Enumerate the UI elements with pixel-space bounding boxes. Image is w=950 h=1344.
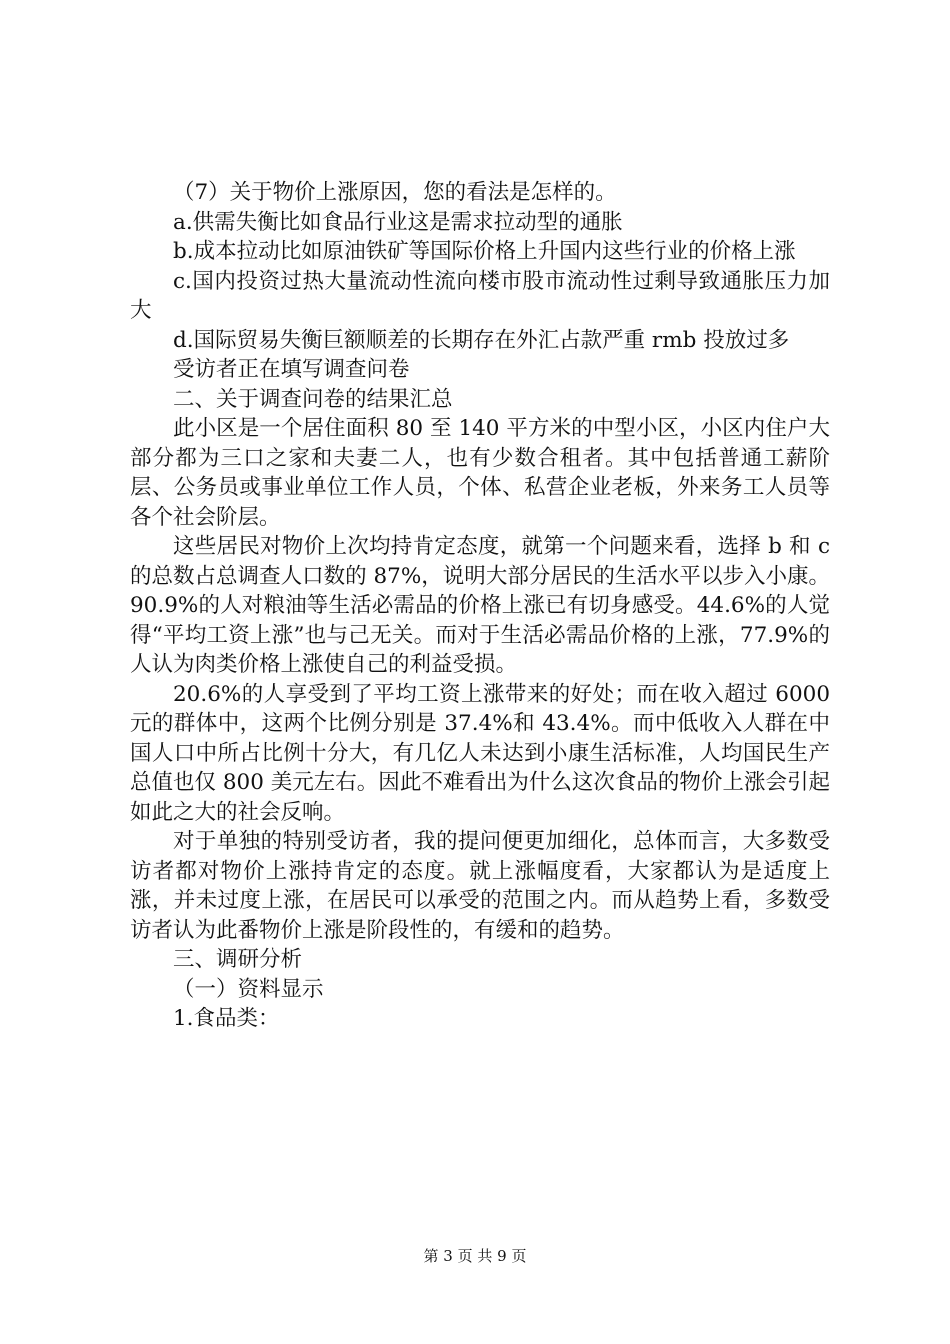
community-description-paragraph: 此小区是一个居住面积 80 至 140 平方米的中型小区，小区内住户大部分都为三口之家和夫妻二人，也有少数合租者。其中包括普通工薪阶层、公务员或事业单位工作人员，个体、私营企业老板，外来务工人员等各个社会阶层。 <box>130 416 830 530</box>
page-footer: 第 3 页 共 9 页 <box>423 1247 527 1265</box>
caption-paragraph: 受访者正在填写调查问卷 <box>173 357 410 382</box>
option-c-paragraph: c.国内投资过热大量流动性流向楼市股市流动性过剩导致通胀压力加大 <box>130 268 830 323</box>
question-7-paragraph: （7）关于物价上涨原因，您的看法是怎样的。 <box>173 180 617 205</box>
option-a-paragraph: a.供需失衡比如食品行业这是需求拉动型的通胀 <box>173 209 623 235</box>
survey-results-paragraph: 这些居民对物价上次均持肯定态度，就第一个问题来看，选择 b 和 c 的总数占总调查人口数的 87%，说明大部分居民的生活水平以步入小康。90.9%的人对粮油等生活必需品的价格上涨已有切身感受。44.6%的人觉得“平均工资上涨”也与己无关。而对于生活必需品价格的上涨，77.9%的人认为肉类价格上涨使自己的利益受损。 <box>130 534 830 677</box>
document-body <box>130 178 830 1034</box>
section-3-heading: 三、调研分析 <box>173 947 303 972</box>
income-analysis-paragraph: 20.6%的人享受到了平均工资上涨带来的好处；而在收入超过 6000 元的群体中，这两个比例分别是 37.4%和 43.4%。而中低收入人群在中国人口中所占比例十分大，有几亿人未达到小康生活标准，人均国民生产总值也仅 800 美元左右。因此不难看出为什么这次食品的物价上涨会引起如此之大的社会反响。 <box>130 681 830 825</box>
subsection-1-heading: （一）资料显示 <box>173 976 324 1002</box>
section-2-heading: 二、关于调查问卷的结果汇总 <box>173 386 453 412</box>
food-category-heading: 1.食品类： <box>173 1006 280 1031</box>
option-b-paragraph: b.成本拉动比如原油铁矿等国际价格上升国内这些行业的价格上涨 <box>173 239 796 264</box>
option-d-paragraph: d.国际贸易失衡巨额顺差的长期存在外汇占款严重 rmb 投放过多 <box>173 327 790 353</box>
interviewee-opinion-paragraph: 对于单独的特别受访者，我的提问便更加细化，总体而言，大多数受访者都对物价上涨持肯定的态度。就上涨幅度看，大家都认为是适度上涨，并未过度上涨，在居民可以承受的范围之内。而从趋势上看，多数受访者认为此番物价上涨是阶段性的，有缓和的趋势。 <box>130 829 830 943</box>
